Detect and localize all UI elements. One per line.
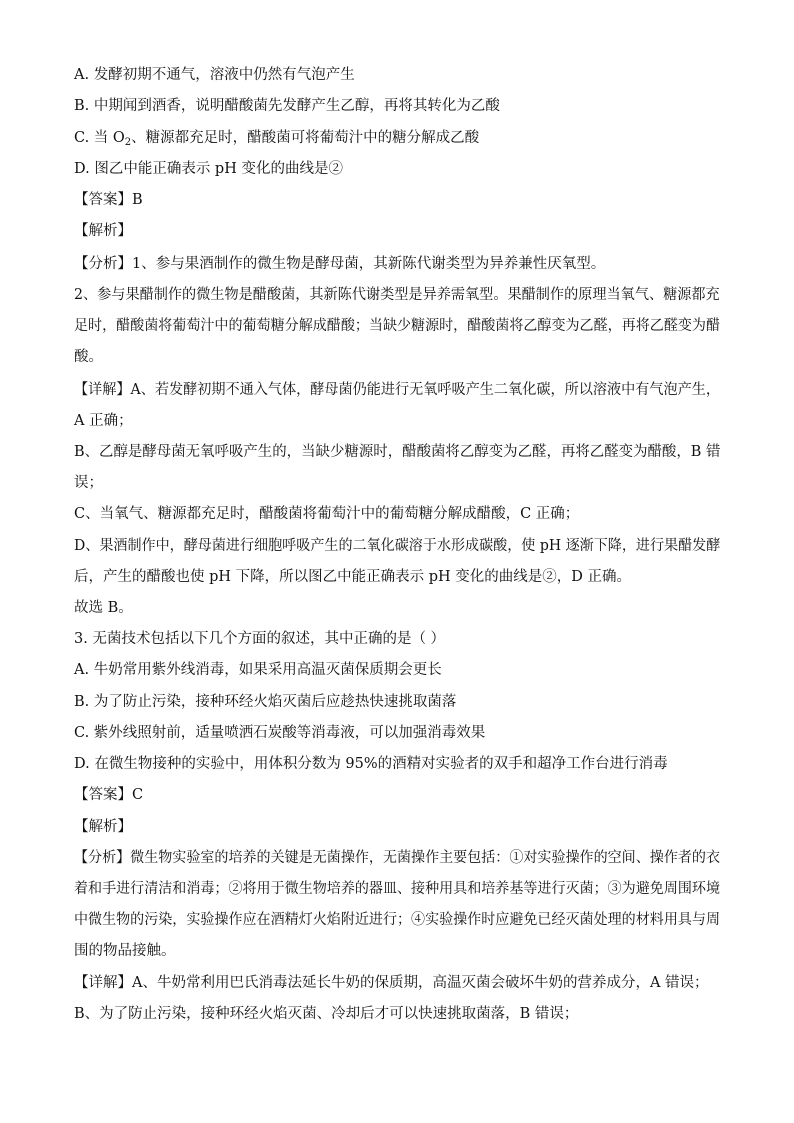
detail-paragraph: 后，产生的醋酸也使 pH 下降，所以图乙中能正确表示 pH 变化的曲线是②，D 正确。 bbox=[74, 569, 632, 585]
analysis-paragraph: 【分析】微生物实验室的培养的关键是无菌操作，无菌操作主要包括：①对实验操作的空间、操作者的衣 bbox=[74, 850, 720, 866]
detail-paragraph: D、果酒制作中，酵母菌进行细胞呼吸产生的二氧化碳溶于水形成碳酸，使 pH 逐渐下降，进行果醋发酵 bbox=[74, 538, 721, 554]
analysis-paragraph: 【分析】1、参与果酒制作的微生物是酵母菌，其新陈代谢类型为异养兼性厌氧型。 bbox=[74, 256, 606, 272]
option-d: D. 在微生物接种的实验中，用体积分数为 95%的酒精对实验者的双手和超净工作台进行消毒 bbox=[74, 756, 668, 772]
analysis-paragraph: 着和手进行清洁和消毒；②将用于微生物培养的器皿、接种用具和培养基等进行灭菌；③为避免周围环境 bbox=[74, 881, 720, 897]
analysis-heading: 【解析】 bbox=[74, 819, 132, 835]
detail-paragraph: B、为了防止污染，接种环经火焰灭菌、冷却后才可以快速挑取菌落，B 错误； bbox=[74, 1006, 579, 1022]
analysis-heading: 【解析】 bbox=[74, 223, 132, 239]
detail-paragraph: 【详解】A、牛奶常利用巴氏消毒法延长牛奶的保质期，高温灭菌会破坏牛奶的营养成分，A 错误； bbox=[74, 975, 709, 991]
option-c: C. 当 $O_2$、糖源都充足时，醋酸菌可将葡萄汁中的糖分解成乙酸 bbox=[74, 130, 480, 148]
analysis-paragraph: 围的物品接触。 bbox=[74, 943, 176, 959]
question-3-stem: 3. 无菌技术包括以下几个方面的叙述，其中正确的是（ ） bbox=[74, 631, 446, 647]
detail-paragraph: 【详解】A、若发酵初期不通入气体，酵母菌仍能进行无氧呼吸产生二氧化碳，所以溶液中有气泡产生， bbox=[74, 382, 720, 398]
conclusion: 故选 B。 bbox=[74, 600, 133, 616]
analysis-paragraph: 酸。 bbox=[74, 349, 103, 365]
option-a: A. 发酵初期不通气，溶液中仍然有气泡产生 bbox=[74, 67, 355, 83]
option-c: C. 紫外线照射前，适量喷洒石炭酸等消毒液，可以加强消毒效果 bbox=[74, 725, 486, 741]
option-a: A. 牛奶常用紫外线消毒，如果采用高温灭菌保质期会更长 bbox=[74, 662, 442, 678]
detail-paragraph: C、当氧气、糖源都充足时，醋酸菌将葡萄汁中的葡萄糖分解成醋酸，C 正确； bbox=[74, 506, 580, 522]
detail-paragraph: 误； bbox=[74, 475, 103, 491]
option-d: D. 图乙中能正确表示 pH 变化的曲线是② bbox=[74, 161, 343, 177]
analysis-paragraph: 足时，醋酸菌将葡萄汁中的葡萄糖分解成醋酸；当缺少糖源时，醋酸菌将乙醇变为乙醛，再将乙醛变为醋 bbox=[74, 318, 720, 334]
detail-paragraph: B、乙醇是酵母菌无氧呼吸产生的，当缺少糖源时，醋酸菌将乙醇变为乙醛，再将乙醛变为醋酸，B 错 bbox=[74, 444, 721, 460]
analysis-paragraph: 2、参与果醋制作的微生物是醋酸菌，其新陈代谢类型是异养需氧型。果醋制作的原理当氧气、糖源都充 bbox=[74, 287, 720, 303]
answer-label: 【答案】B bbox=[74, 192, 143, 208]
analysis-paragraph: 中微生物的污染，实验操作应在酒精灯火焰附近进行；④实验操作时应避免已经灭菌处理的材料用具与周 bbox=[74, 912, 720, 928]
option-b: B. 为了防止污染，接种环经火焰灭菌后应趁热快速挑取菌落 bbox=[74, 694, 457, 710]
answer-label: 【答案】C bbox=[74, 787, 144, 803]
detail-paragraph: A 正确； bbox=[74, 413, 133, 429]
option-b: B. 中期闻到酒香，说明醋酸菌先发酵产生乙醇，再将其转化为乙酸 bbox=[74, 98, 500, 114]
